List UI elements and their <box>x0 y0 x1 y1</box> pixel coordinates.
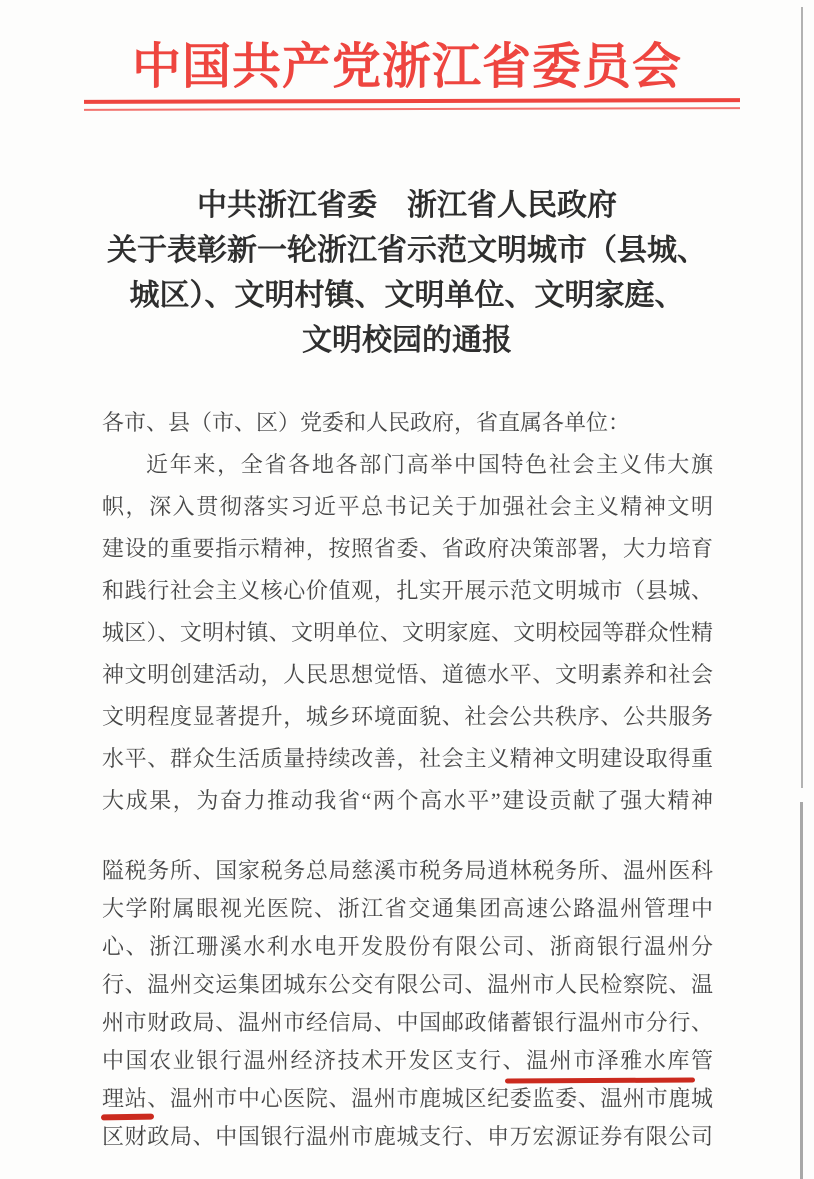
text-line: 大学附属眼视光医院、浙江省交通集团高速公路温州管理中 <box>102 896 713 921</box>
red-pen-underline-segment-1 <box>505 1078 695 1084</box>
document-title-line: 中共浙江省委 浙江省人民政府 <box>197 189 617 222</box>
document-title <box>60 183 754 363</box>
text-line: 中国农业银行温州经济技术开发区支行、温州市泽雅水库管 <box>102 1048 713 1073</box>
document-title-line: 关于表彰新一轮浙江省示范文明城市（县城、 <box>107 234 707 267</box>
body-paragraph-block-1 <box>102 402 713 822</box>
red-pen-underline-segment-2 <box>101 1114 154 1121</box>
text-line: 理站、温州市中心医院、温州市鹿城区纪委监委、温州市鹿城 <box>102 1086 713 1111</box>
letterhead-rule-thin <box>84 107 740 111</box>
text-line: 近年来，全省各地各部门高举中国特色社会主义伟大旗 <box>146 452 713 477</box>
document-title-line: 城区）、文明村镇、文明单位、文明家庭、 <box>129 279 685 312</box>
text-line: 州市财政局、温州市经信局、中国邮政储蓄银行温州市分行、 <box>102 1010 713 1035</box>
text-line: 行、温州交运集团城东公交有限公司、温州市人民检察院、温 <box>102 972 713 997</box>
letterhead-rule-thick <box>84 98 740 104</box>
text-line: 建设的重要指示精神，按照省委、省政府决策部署，大力培育 <box>102 536 713 561</box>
text-line: 神文明创建活动，人民思想觉悟、道德水平、文明素养和社会 <box>102 662 713 687</box>
text-line: 区财政局、中国银行温州市鹿城支行、申万宏源证券有限公司 <box>102 1124 713 1149</box>
salutation-line: 各市、县（市、区）党委和人民政府，省直属各单位： <box>102 410 631 435</box>
text-line: 大成果，为奋力推动我省“两个高水平”建设贡献了强大精神 <box>102 788 713 813</box>
page-edge-line-top <box>801 7 803 788</box>
text-line: 隘税务所、国家税务总局慈溪市税务局逍林税务所、温州医科 <box>102 858 713 883</box>
text-line: 水平、群众生活质量持续改善，社会主义精神文明建设取得重 <box>102 746 713 771</box>
body-paragraph-block-2 <box>102 852 713 1156</box>
letterhead-org-name: 中国共产党浙江省委员会 <box>131 39 682 94</box>
document-title-line: 文明校园的通报 <box>302 324 512 357</box>
text-line: 文明程度显著提升，城乡环境面貌、社会公共秩序、公共服务 <box>102 704 713 729</box>
page-edge-line-bottom <box>800 802 803 1179</box>
text-line: 帜，深入贯彻落实习近平总书记关于加强社会主义精神文明 <box>102 494 713 519</box>
text-line: 城区）、文明村镇、文明单位、文明家庭、文明校园等群众性精 <box>102 620 713 645</box>
text-line: 和践行社会主义核心价值观，扎实开展示范文明城市（县城、 <box>102 578 713 603</box>
text-line: 心、浙江珊溪水利水电开发股份有限公司、浙商银行温州分 <box>102 934 713 959</box>
